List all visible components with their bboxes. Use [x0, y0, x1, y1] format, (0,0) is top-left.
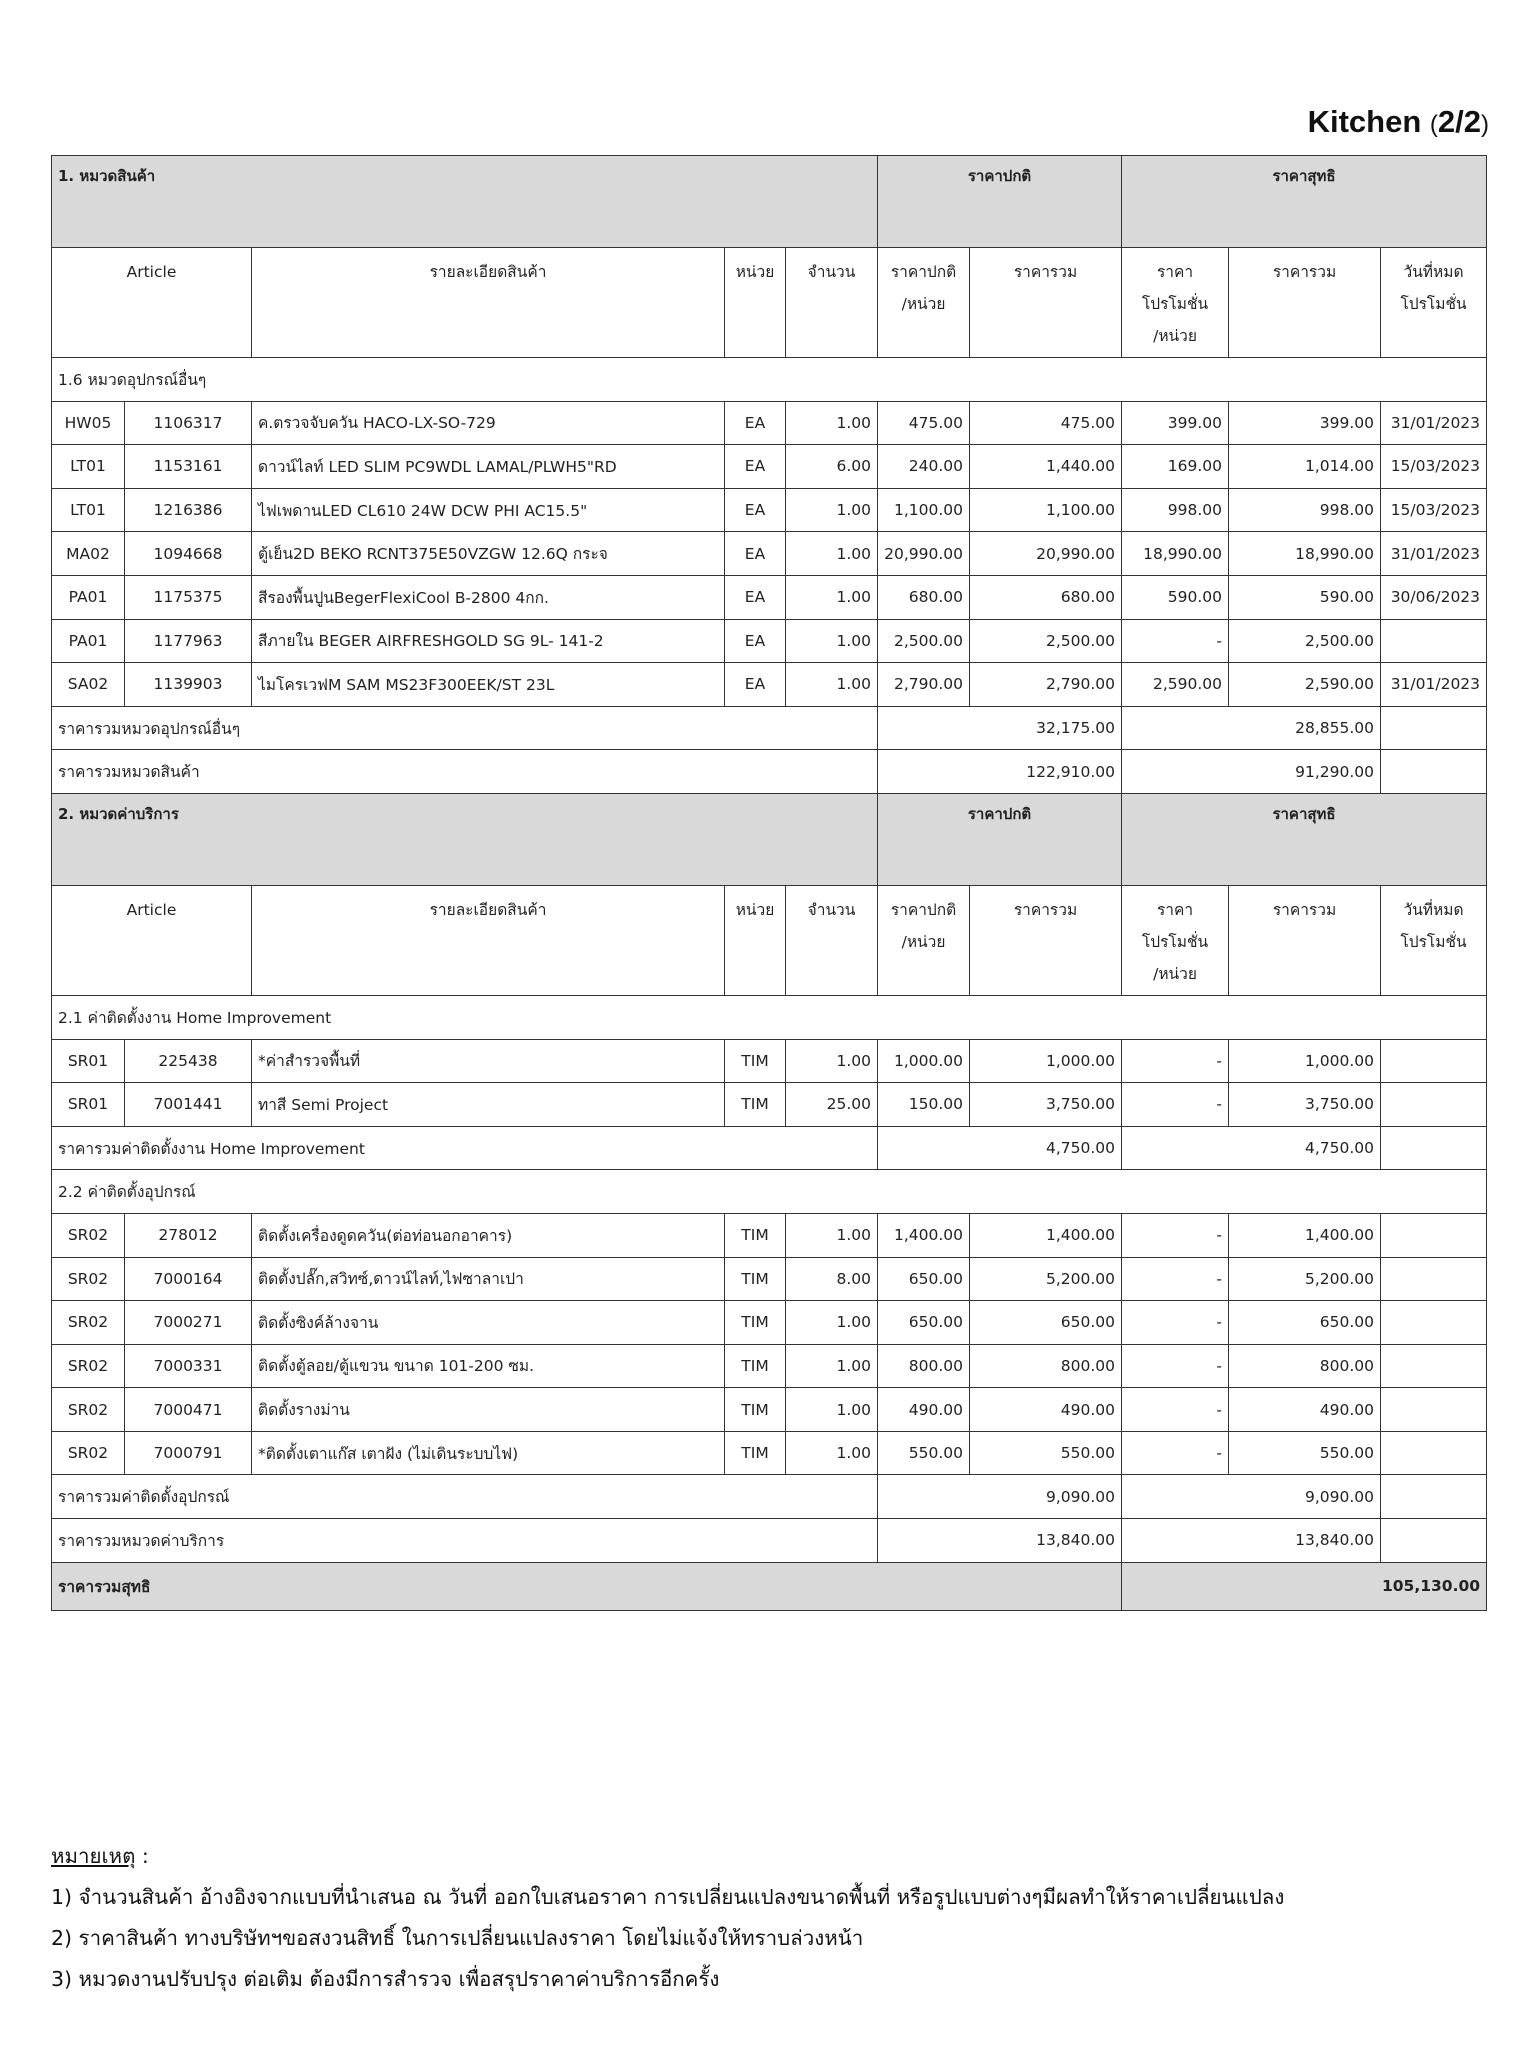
col-total: ราคารวม [970, 248, 1122, 358]
subtotal-normal: 4,750.00 [878, 1126, 1122, 1170]
item-article: 7000471 [125, 1388, 252, 1432]
item-row [52, 1431, 1487, 1475]
item-promo-price: - [1122, 1083, 1229, 1127]
item-promo-total: 1,000.00 [1229, 1039, 1381, 1083]
group-title: 2.1 ค่าติดตั้งงาน Home Improvement [52, 995, 1487, 1039]
item-qty: 8.00 [786, 1257, 878, 1301]
subtotal-label: ราคารวมค่าติดตั้งอุปกรณ์ [52, 1475, 878, 1519]
grand-total-value: 105,130.00 [1122, 1562, 1487, 1610]
item-code: SA02 [52, 663, 125, 707]
item-promo-price: - [1122, 1431, 1229, 1475]
subtotal-net: 91,290.00 [1122, 750, 1381, 794]
notes [51, 1836, 1284, 2000]
item-unit: TIM [725, 1257, 786, 1301]
item-code: SR01 [52, 1083, 125, 1127]
col-unit: หน่วย [725, 248, 786, 358]
col-promo-total: ราคารวม [1229, 248, 1381, 358]
item-row [52, 663, 1487, 707]
normal-price-header: ราคาปกติ [878, 793, 1122, 885]
item-promo-end [1381, 1301, 1487, 1345]
section-title: 1. หมวดสินค้า [52, 156, 878, 248]
item-code: HW05 [52, 401, 125, 445]
note-line-3: 3) หมวดงานปรับปรุง ต่อเติม ต้องมีการสำรวจ เพื่อสรุปราคาค่าบริการอีกครั้ง [51, 1967, 720, 1991]
title-open-paren: ( [1429, 111, 1438, 138]
item-promo-total: 800.00 [1229, 1344, 1381, 1388]
subtotal-normal: 32,175.00 [878, 706, 1122, 750]
item-qty: 1.00 [786, 663, 878, 707]
item-qty: 1.00 [786, 1301, 878, 1345]
item-row [52, 488, 1487, 532]
subtotal-net: 4,750.00 [1122, 1126, 1381, 1170]
item-row [52, 1039, 1487, 1083]
item-article: 7000791 [125, 1431, 252, 1475]
item-total: 475.00 [970, 401, 1122, 445]
note-line-1: 1) จำนวนสินค้า อ้างอิงจากแบบที่นำเสนอ ณ วันที่ ออกใบเสนอราคา การเปลี่ยนแปลงขนาดพื้นที่ หรือรูปแบบต่างๆมีผลทำให้ราคาเปลี่ยนแปลง [51, 1885, 1285, 1909]
item-unit-price: 800.00 [878, 1344, 970, 1388]
subtotal-label: ราคารวมหมวดอุปกรณ์อื่นๆ [52, 706, 878, 750]
item-row [52, 401, 1487, 445]
item-unit-price: 650.00 [878, 1301, 970, 1345]
col-promo-l1: ราคา [1156, 263, 1194, 281]
item-code: PA01 [52, 619, 125, 663]
item-unit: EA [725, 532, 786, 576]
item-code: SR02 [52, 1257, 125, 1301]
col-promo-end [1381, 248, 1487, 358]
item-unit-price: 490.00 [878, 1388, 970, 1432]
col-promo-l1: ราคา [1156, 900, 1194, 919]
item-promo-price: - [1122, 1213, 1229, 1257]
item-row [52, 619, 1487, 663]
item-unit-price: 650.00 [878, 1257, 970, 1301]
item-article: 1106317 [125, 401, 252, 445]
item-article: 225438 [125, 1039, 252, 1083]
col-description: รายละเอียดสินค้า [252, 248, 725, 358]
item-description: ติดตั้งเครื่องดูดควัน(ต่อท่อนอกอาคาร) [252, 1213, 725, 1257]
item-unit-price: 1,400.00 [878, 1213, 970, 1257]
subtotal-row [52, 750, 1487, 794]
item-code: SR02 [52, 1431, 125, 1475]
item-unit-price: 1,100.00 [878, 488, 970, 532]
item-article: 1139903 [125, 663, 252, 707]
item-promo-total: 3,750.00 [1229, 1083, 1381, 1127]
item-promo-total: 5,200.00 [1229, 1257, 1381, 1301]
item-description: ตู้เย็น2D BEKO RCNT375E50VZGW 12.6Q กระจ [252, 532, 725, 576]
item-code: MA02 [52, 532, 125, 576]
col-promo-l2: โปรโมชั่น [1141, 295, 1209, 313]
subtotal-empty [1381, 1475, 1487, 1519]
col-promo-l3: /หน่วย [1153, 327, 1197, 345]
note-line-2: 2) ราคาสินค้า ทางบริษัทฯขอสงวนสิทธิ์ ในการเปลี่ยนแปลงราคา โดยไม่แจ้งให้ทราบล่วงหน้า [51, 1926, 864, 1950]
col-article: Article [52, 248, 252, 358]
item-qty: 1.00 [786, 488, 878, 532]
item-promo-total: 1,014.00 [1229, 445, 1381, 489]
item-article: 7000164 [125, 1257, 252, 1301]
item-total: 650.00 [970, 1301, 1122, 1345]
item-total: 1,400.00 [970, 1213, 1122, 1257]
section-title: 2. หมวดค่าบริการ [52, 793, 878, 885]
item-promo-end: 31/01/2023 [1381, 401, 1487, 445]
subtotal-row [52, 706, 1487, 750]
item-promo-end: 15/03/2023 [1381, 445, 1487, 489]
item-description: ติดตั้งตู้ลอย/ตู้แขวน ขนาด 101-200 ซม. [252, 1344, 725, 1388]
title-page: 2/2 [1437, 104, 1481, 139]
subtotal-empty [1381, 1519, 1487, 1563]
item-article: 7000271 [125, 1301, 252, 1345]
subtotal-row [52, 1126, 1487, 1170]
item-total: 20,990.00 [970, 532, 1122, 576]
column-header-row [52, 248, 1487, 358]
item-article: 1153161 [125, 445, 252, 489]
page-title [1308, 104, 1489, 140]
item-promo-total: 550.00 [1229, 1431, 1381, 1475]
item-description: ทาสี Semi Project [252, 1083, 725, 1127]
item-row [52, 1257, 1487, 1301]
item-promo-price: - [1122, 1039, 1229, 1083]
item-article: 1175375 [125, 575, 252, 619]
item-unit: EA [725, 401, 786, 445]
item-row [52, 1213, 1487, 1257]
item-promo-price: - [1122, 619, 1229, 663]
item-qty: 1.00 [786, 1388, 878, 1432]
item-promo-total: 2,500.00 [1229, 619, 1381, 663]
grand-total-label: ราคารวมสุทธิ [52, 1562, 1122, 1610]
item-unit-price: 150.00 [878, 1083, 970, 1127]
subtotal-row [52, 1519, 1487, 1563]
col-promo-price [1122, 248, 1229, 358]
item-total: 2,790.00 [970, 663, 1122, 707]
item-total: 2,500.00 [970, 619, 1122, 663]
item-promo-end [1381, 1431, 1487, 1475]
item-promo-total: 399.00 [1229, 401, 1381, 445]
item-unit-price: 2,500.00 [878, 619, 970, 663]
section-header-row [52, 793, 1487, 885]
item-promo-end [1381, 1257, 1487, 1301]
item-unit: TIM [725, 1213, 786, 1257]
item-promo-end [1381, 1083, 1487, 1127]
notes-title: หมายเหตุ [51, 1844, 136, 1868]
item-total: 1,000.00 [970, 1039, 1122, 1083]
col-promo-end-l1: วันที่หมด [1403, 900, 1464, 919]
item-unit: TIM [725, 1388, 786, 1432]
col-total: ราคารวม [970, 885, 1122, 995]
item-unit: TIM [725, 1344, 786, 1388]
column-header-row [52, 885, 1487, 995]
item-promo-end [1381, 1213, 1487, 1257]
item-total: 550.00 [970, 1431, 1122, 1475]
item-unit: EA [725, 445, 786, 489]
grand-total-row [52, 1562, 1487, 1610]
col-promo-end-l1: วันที่หมด [1403, 263, 1464, 281]
item-unit: EA [725, 488, 786, 532]
normal-price-header: ราคาปกติ [878, 156, 1122, 248]
item-description: ติดตั้งซิงค์ล้างจาน [252, 1301, 725, 1345]
group-title-row [52, 1170, 1487, 1214]
item-code: SR02 [52, 1388, 125, 1432]
subtotal-net: 9,090.00 [1122, 1475, 1381, 1519]
item-unit: TIM [725, 1039, 786, 1083]
item-article: 7001441 [125, 1083, 252, 1127]
col-unit-price-l1: ราคาปกติ [890, 263, 957, 281]
item-promo-end: 31/01/2023 [1381, 663, 1487, 707]
col-promo-end-l2: โปรโมชั่น [1400, 932, 1467, 951]
col-promo-l3: /หน่วย [1153, 964, 1197, 983]
item-qty: 6.00 [786, 445, 878, 489]
item-code: SR02 [52, 1301, 125, 1345]
item-qty: 1.00 [786, 1344, 878, 1388]
item-promo-total: 490.00 [1229, 1388, 1381, 1432]
col-promo-end-l2: โปรโมชั่น [1400, 295, 1467, 313]
item-unit: TIM [725, 1083, 786, 1127]
col-article: Article [52, 885, 252, 995]
item-promo-end [1381, 1388, 1487, 1432]
item-article: 1094668 [125, 532, 252, 576]
title-main: Kitchen [1307, 104, 1422, 139]
item-promo-end: 31/01/2023 [1381, 532, 1487, 576]
item-qty: 1.00 [786, 619, 878, 663]
col-promo-price [1122, 885, 1229, 995]
section-header-row [52, 156, 1487, 248]
subtotal-label: ราคารวมค่าติดตั้งงาน Home Improvement [52, 1126, 878, 1170]
item-description: ติดตั้งปลั๊ก,สวิทซ์,ดาวน์ไลท์,ไฟซาลาเปา [252, 1257, 725, 1301]
item-unit: EA [725, 619, 786, 663]
item-description: ดาวน์ไลท์ LED SLIM PC9WDL LAMAL/PLWH5"RD [252, 445, 725, 489]
item-promo-price: 2,590.00 [1122, 663, 1229, 707]
subtotal-normal: 9,090.00 [878, 1475, 1122, 1519]
group-title-row [52, 358, 1487, 402]
item-total: 5,200.00 [970, 1257, 1122, 1301]
item-promo-total: 650.00 [1229, 1301, 1381, 1345]
item-qty: 1.00 [786, 1213, 878, 1257]
item-description: สีภายใน BEGER AIRFRESHGOLD SG 9L- 141-2 [252, 619, 725, 663]
subtotal-net: 28,855.00 [1122, 706, 1381, 750]
col-unit-price-l1: ราคาปกติ [890, 900, 957, 919]
item-unit-price: 2,790.00 [878, 663, 970, 707]
quotation-table [51, 155, 1487, 1611]
item-promo-total: 18,990.00 [1229, 532, 1381, 576]
item-description: ไมโครเวฟM SAM MS23F300EEK/ST 23L [252, 663, 725, 707]
item-row [52, 1083, 1487, 1127]
col-description: รายละเอียดสินค้า [252, 885, 725, 995]
title-close-paren: ) [1481, 111, 1489, 138]
subtotal-row [52, 1475, 1487, 1519]
item-article: 278012 [125, 1213, 252, 1257]
item-row [52, 532, 1487, 576]
subtotal-label: ราคารวมหมวดค่าบริการ [52, 1519, 878, 1563]
col-qty: จำนวน [786, 885, 878, 995]
item-article: 1177963 [125, 619, 252, 663]
item-promo-total: 2,590.00 [1229, 663, 1381, 707]
col-promo-l2: โปรโมชั่น [1141, 932, 1209, 951]
item-promo-total: 998.00 [1229, 488, 1381, 532]
item-description: ค.ตรวจจับควัน HACO-LX-SO-729 [252, 401, 725, 445]
item-qty: 1.00 [786, 1039, 878, 1083]
item-promo-price: - [1122, 1344, 1229, 1388]
item-row [52, 445, 1487, 489]
item-promo-price: - [1122, 1388, 1229, 1432]
item-qty: 25.00 [786, 1083, 878, 1127]
item-description: สีรองพื้นปูนBegerFlexiCool B-2800 4กก. [252, 575, 725, 619]
item-qty: 1.00 [786, 1431, 878, 1475]
subtotal-empty [1381, 750, 1487, 794]
subtotal-empty [1381, 706, 1487, 750]
item-promo-end [1381, 1039, 1487, 1083]
col-unit: หน่วย [725, 885, 786, 995]
item-promo-price: 169.00 [1122, 445, 1229, 489]
item-row [52, 1344, 1487, 1388]
col-unit-price [878, 248, 970, 358]
item-code: LT01 [52, 488, 125, 532]
item-unit-price: 1,000.00 [878, 1039, 970, 1083]
item-total: 800.00 [970, 1344, 1122, 1388]
col-unit-price-l2: /หน่วย [901, 932, 946, 951]
item-code: SR02 [52, 1344, 125, 1388]
item-code: PA01 [52, 575, 125, 619]
item-article: 1216386 [125, 488, 252, 532]
item-promo-total: 590.00 [1229, 575, 1381, 619]
item-total: 3,750.00 [970, 1083, 1122, 1127]
subtotal-net: 13,840.00 [1122, 1519, 1381, 1563]
item-promo-price: - [1122, 1301, 1229, 1345]
item-unit: EA [725, 663, 786, 707]
group-title: 1.6 หมวดอุปกรณ์อื่นๆ [52, 358, 1487, 402]
item-total: 490.00 [970, 1388, 1122, 1432]
item-row [52, 575, 1487, 619]
notes-heading [51, 1836, 1284, 1877]
item-code: SR02 [52, 1213, 125, 1257]
notes-colon: : [135, 1844, 149, 1868]
subtotal-normal: 122,910.00 [878, 750, 1122, 794]
item-promo-price: 590.00 [1122, 575, 1229, 619]
item-total: 680.00 [970, 575, 1122, 619]
item-unit-price: 550.00 [878, 1431, 970, 1475]
col-promo-end [1381, 885, 1487, 995]
subtotal-label: ราคารวมหมวดสินค้า [52, 750, 878, 794]
col-unit-price [878, 885, 970, 995]
item-unit-price: 475.00 [878, 401, 970, 445]
item-unit: TIM [725, 1301, 786, 1345]
net-price-header: ราคาสุทธิ [1122, 793, 1487, 885]
item-promo-price: 998.00 [1122, 488, 1229, 532]
item-qty: 1.00 [786, 532, 878, 576]
item-qty: 1.00 [786, 575, 878, 619]
col-promo-total: ราคารวม [1229, 885, 1381, 995]
net-price-header: ราคาสุทธิ [1122, 156, 1487, 248]
subtotal-empty [1381, 1126, 1487, 1170]
item-code: LT01 [52, 445, 125, 489]
col-unit-price-l2: /หน่วย [901, 295, 946, 313]
group-title-row [52, 995, 1487, 1039]
item-promo-price: 18,990.00 [1122, 532, 1229, 576]
item-qty: 1.00 [786, 401, 878, 445]
item-description: *ติดตั้งเตาแก๊ส เตาฝัง (ไม่เดินระบบไฟ) [252, 1431, 725, 1475]
item-unit-price: 680.00 [878, 575, 970, 619]
col-qty: จำนวน [786, 248, 878, 358]
subtotal-normal: 13,840.00 [878, 1519, 1122, 1563]
item-promo-total: 1,400.00 [1229, 1213, 1381, 1257]
item-promo-end: 15/03/2023 [1381, 488, 1487, 532]
item-description: *ค่าสำรวจพื้นที่ [252, 1039, 725, 1083]
item-unit-price: 20,990.00 [878, 532, 970, 576]
item-unit: TIM [725, 1431, 786, 1475]
item-promo-price: - [1122, 1257, 1229, 1301]
item-article: 7000331 [125, 1344, 252, 1388]
item-row [52, 1301, 1487, 1345]
item-promo-price: 399.00 [1122, 401, 1229, 445]
item-row [52, 1388, 1487, 1432]
item-total: 1,100.00 [970, 488, 1122, 532]
item-description: ไฟเพดานLED CL610 24W DCW PHI AC15.5" [252, 488, 725, 532]
item-total: 1,440.00 [970, 445, 1122, 489]
item-promo-end: 30/06/2023 [1381, 575, 1487, 619]
item-code: SR01 [52, 1039, 125, 1083]
item-promo-end [1381, 1344, 1487, 1388]
item-promo-end [1381, 619, 1487, 663]
group-title: 2.2 ค่าติดตั้งอุปกรณ์ [52, 1170, 1487, 1214]
item-description: ติดตั้งรางม่าน [252, 1388, 725, 1432]
item-unit-price: 240.00 [878, 445, 970, 489]
item-unit: EA [725, 575, 786, 619]
